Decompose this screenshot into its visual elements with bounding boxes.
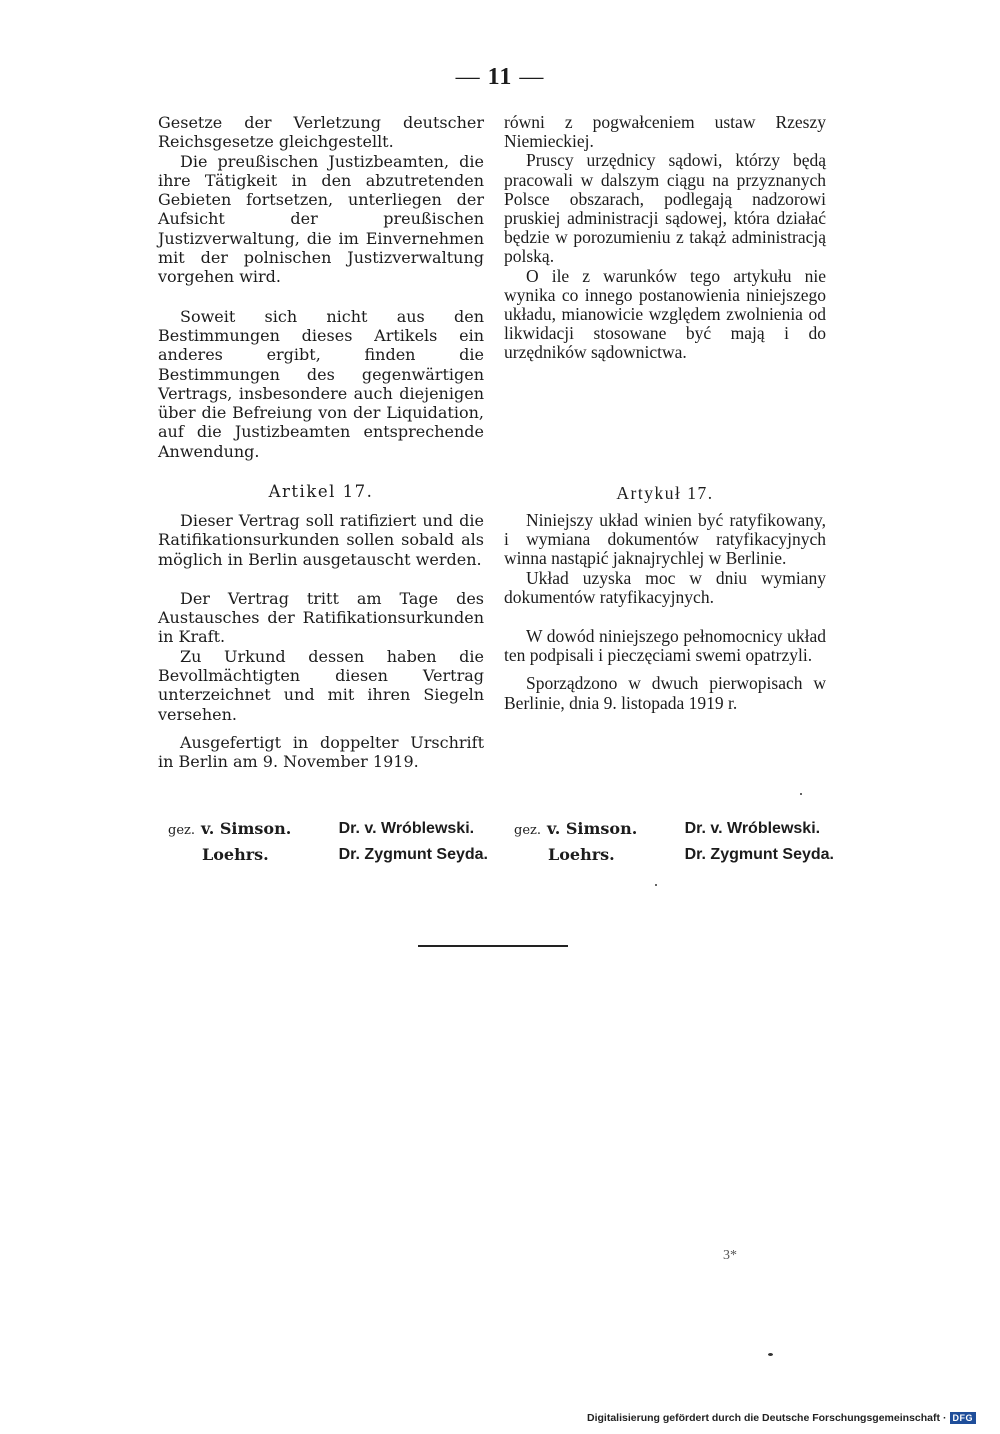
digitization-footer — [587, 1412, 976, 1424]
polish-article-paragraph: Układ uzyska moc w dniu wymiany dokumentów ratyfikacyjnych. — [504, 567, 826, 607]
polish-intro-paragraph: O ile z warunków tego artykułu nie wynika co innego postanowienia niniejszego układu, mianowicie względem zwolnienia od likwidacji stosowane być mają i do urzędników sądownictwa. — [504, 265, 826, 363]
polish-signatures — [514, 817, 834, 867]
signatory-name: Loehrs. — [548, 845, 615, 864]
dash-left: — — [455, 64, 481, 90]
polish-article-body — [504, 511, 826, 713]
polish-article-paragraph: Sporządzono w dwuch pierwopisach w Berlinie, dnia 9. listopada 1919 r. — [504, 673, 826, 713]
signatory-name: v. Simson. — [547, 819, 638, 838]
polish-column-intro — [504, 113, 826, 363]
footer-separator: · — [943, 1412, 947, 1424]
signatory-name: Dr. Zygmunt Seyda. — [338, 846, 488, 863]
german-article-body — [158, 511, 484, 772]
ink-speck — [768, 1353, 773, 1356]
page-number: 11 — [487, 64, 513, 90]
german-article-paragraph: Zu Urkund dessen haben die Bevollmächtigten diesen Vertrag unterzeichnet und mit ihren Siegeln versehen. — [158, 646, 484, 724]
ink-speck — [655, 884, 657, 886]
dfg-logo-icon: DFG — [950, 1412, 977, 1424]
german-article-paragraph: Ausgefertigt in doppelter Urschrift in Berlin am 9. November 1919. — [158, 732, 484, 772]
polish-intro-paragraph: równi z pogwałceniem ustaw Rzeszy Niemieckiej. — [504, 112, 826, 152]
page-number-line — [0, 64, 1000, 91]
signature-prefix: gez. — [168, 823, 195, 838]
signatory-name: Dr. v. Wróblewski. — [338, 820, 475, 837]
german-article-paragraph: Der Vertrag tritt am Tage des Austausches der Ratifikationsurkunden in Kraft. — [158, 588, 484, 647]
signature-prefix: gez. — [514, 823, 541, 838]
footer-text: Digitalisierung gefördert durch die Deutsche Forschungsgemeinschaft — [587, 1412, 940, 1424]
signatory-name: Dr. v. Wróblewski. — [684, 820, 821, 837]
printer-signature-mark: 3* — [723, 1248, 737, 1263]
ink-speck — [800, 793, 802, 795]
german-intro-paragraph: Die preußischen Justizbeamten, die ihre Tätigkeit in den abzutretenden Gebieten fortsetzen, unterliegen der Aufsicht der preußischen Justizverwaltung, die im Einvernehmen mit der polnischen Justizverwaltung vorgehen wird. — [158, 151, 484, 287]
polish-article-heading: Artykuł 17. — [616, 483, 714, 503]
polish-article-paragraph: Niniejszy układ winien być ratyfikowany, i wymiana dokumentów ratyfikacyjnych winna nastąpić jaknajrychlej w Berlinie. — [504, 510, 826, 569]
signatory-name: Dr. Zygmunt Seyda. — [684, 846, 834, 863]
polish-intro-paragraph: Pruscy urzędnicy sądowi, którzy będą pracowali w dalszym ciągu na przyznanych Polsce obszarach, podlegają nadzorowi pruskiej administracji sądowej, która działać będzie w porozumieniu z takąż administracją polską. — [504, 150, 826, 267]
signatory-name: Loehrs. — [202, 845, 269, 864]
german-signatures — [168, 817, 488, 867]
german-column-intro — [158, 113, 484, 461]
section-divider — [418, 945, 568, 947]
german-article-heading: Artikel 17. — [268, 482, 374, 501]
polish-article-paragraph: W dowód niniejszego pełnomocnicy układ ten podpisali i pieczęciami swemi opatrzyli. — [504, 626, 826, 666]
signatory-name: v. Simson. — [201, 819, 292, 838]
dash-right: — — [519, 64, 545, 90]
german-intro-paragraph: Soweit sich nicht aus den Bestimmungen dieses Artikels ein anderes ergibt, finden die Bestimmungen des gegenwärtigen Vertrags, insbesondere auch diejenigen über die Befreiung von der Liquidation, auf die Justizbeamten entsprechende Anwendung. — [158, 306, 484, 461]
german-article-paragraph: Dieser Vertrag soll ratifiziert und die Ratifikationsurkunden sollen sobald als möglich in Berlin ausgetauscht werden. — [158, 511, 484, 569]
german-intro-paragraph: Gesetze der Verletzung deutscher Reichsgesetze gleichgestellt. — [158, 113, 484, 152]
